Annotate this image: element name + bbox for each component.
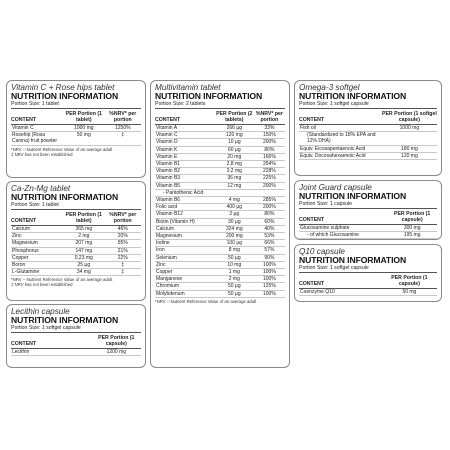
table-row [155,218,285,225]
nutrient-value: 195 mg [387,232,437,239]
nutrient-value: 207 mg [63,240,105,247]
table-row [299,125,437,132]
portion-size: Portion Size: 1 tablet [11,101,141,109]
nutrient-name: Magnesium [155,233,215,240]
nutrient-value: 21% [105,247,141,254]
nutrient-name: Lecithin [11,349,92,356]
nutrient-name: Calcium [11,226,63,233]
nutrient-value: 1200 mg [92,349,141,356]
nutrient-value: 1250% [105,125,141,132]
table-row [155,240,285,247]
nutrient-value: 100% [254,290,285,297]
nutrient-value: 33% [254,125,285,132]
nutrient-value: 66% [254,240,285,247]
joint-guard-panel [294,180,442,240]
nutrient-name: Vitamin D [155,139,215,146]
table-row [299,289,437,296]
nutrient-name: Folic acid [155,204,215,211]
nutrient-name: Vitamin K [155,146,215,153]
table-row [299,152,437,159]
table-row [11,125,141,132]
nutrient-name: Vitamin B1 [155,161,215,168]
nutrient-name: Copper [155,269,215,276]
column-header: %NRV* per portion [105,110,141,125]
table-header-row [155,110,285,125]
table-row [299,132,437,145]
nutrient-value: 100% [254,269,285,276]
nutrient-value: 90% [254,254,285,261]
nutrient-value: 30 µg [215,218,254,225]
panel-heading: NUTRITION INFORMATION [11,91,119,101]
column-header: CONTENT [299,274,382,289]
nutrient-value: 22% [105,254,141,261]
nutrient-value: 10 µg [215,139,254,146]
table-row [155,261,285,268]
table-row [11,226,141,233]
nutrient-name: L-Glutamine [11,269,63,276]
panel-title: Vitamin C + Rose hips tablet [11,83,115,92]
nutrient-name: Vitamin B5 [155,182,215,189]
nutrient-value: 1000 mg [382,125,437,132]
column-header: PER Portion (1 softgel capsule) [382,111,437,123]
nutrient-name: Selenium [155,254,215,261]
table-row [11,247,141,254]
nutrient-value: 34 mg [63,269,105,276]
table-row [299,232,437,239]
nutrient-value: 20% [105,233,141,240]
nutrient-name: Vitamin B6 [155,197,215,204]
nutrient-value: 55% [105,240,141,247]
nutrient-name: (Standardized to 18% EPA and 12% DHA) [299,132,382,145]
nutrient-value: 46% [105,226,141,233]
nutrient-value: 254% [254,161,285,168]
footnotes [155,299,285,304]
nutrition-table [299,274,437,296]
table-header-row [11,334,141,349]
footnotes [11,277,141,287]
nutrition-table [11,110,141,146]
nutrient-value: 266 µg [215,125,254,132]
table-header-row [11,110,141,125]
panel-heading: NUTRITION INFORMATION [299,255,407,265]
panel-heading: NUTRITION INFORMATION [155,91,263,101]
nutrient-name: Vitamin C [11,125,63,132]
nutrient-value: 50 mg [63,132,105,145]
vitamin-c-panel [6,80,146,178]
footnote-line: ‡ NRV has not been established [11,282,73,288]
nutrient-name: Chromium [155,283,215,290]
nutrient-value: 166% [254,153,285,160]
table-row [155,204,285,211]
panel-title: Joint Guard capsule [299,183,372,192]
nutrient-name: Vitamin B2 [155,168,215,175]
nutrient-value: 2 µg [215,211,254,218]
table-row [299,145,437,152]
nutrient-value: 285% [254,197,285,204]
nutrient-name: Molybdenum [155,290,215,297]
table-row [155,125,285,132]
column-header: %NRV* per portion [105,211,141,226]
panel-title: Omega-3 softgel [299,83,360,92]
table-row [155,189,285,196]
nutrient-name: Biotin (Vitamin H) [155,218,215,225]
table-row [11,132,141,145]
nutrient-name: Calcium [155,225,215,232]
table-row [155,139,285,146]
nutrient-value: 1 mg [215,269,254,276]
column-header: CONTENT [299,210,387,225]
ca-zn-mg-panel [6,181,146,301]
nutrient-value: 60% [254,218,285,225]
portion-size: Portion Size: 1 tablet [11,202,141,210]
column-header: PER Portion (1 capsule) [387,210,437,225]
lecithin-panel [6,304,146,368]
table-row [299,225,437,232]
nutrient-value: 180 mg [382,145,437,152]
nutrition-table [155,110,285,298]
table-row [155,211,285,218]
table-header-row [299,274,437,289]
nutrient-value: 20 mg [215,153,254,160]
nutrient-name: Equiv. Docosahexaenoic Acid [299,152,382,159]
column-header: CONTENT [11,334,92,349]
nutrient-value: 36 mg [215,175,254,182]
nutrient-value: ‡ [105,269,141,276]
nutrient-value: 120 mg [382,152,437,159]
column-header: %NRV* per portion [254,110,285,125]
nutrition-table [299,110,437,160]
table-row [11,262,141,269]
table-row [155,269,285,276]
nutrient-value: 200% [254,182,285,189]
footnote-line: *NRV – Nutrient Reference Value of an average adult [155,298,257,304]
column-header: CONTENT [155,110,215,125]
nutrient-value [382,132,437,145]
table-row [155,168,285,175]
table-header-row [299,210,437,225]
nutrient-value: 57% [254,247,285,254]
column-header: CONTENT [11,110,63,125]
nutrient-value: 50 mg [382,289,437,296]
nutrient-value: 400 µg [215,204,254,211]
omega-3-panel [294,80,442,176]
nutrient-name: Iron [155,247,215,254]
nutrient-value [254,189,285,196]
panel-title: Multivitamin tablet [155,83,221,92]
nutrient-value: 50 µg [215,254,254,261]
table-row [11,254,141,261]
nutrient-value: 1000 mg [63,125,105,132]
nutrient-name: Zinc [155,261,215,268]
nutrient-name [299,239,387,240]
nutrition-table [11,334,141,356]
nutrient-name: Glucosamine sulphate [299,225,387,232]
nutrient-name: Iodine [155,240,215,247]
nutrient-value: 225% [254,175,285,182]
nutrient-value: 3,2 mg [215,168,254,175]
nutrient-value: 300 mg [387,225,437,232]
table-header-row [11,211,141,226]
portion-size: Portion Size: 1 capsule [299,201,437,209]
nutrient-value: 2 mg [63,233,105,240]
table-row [299,239,437,240]
nutrient-value: 228% [254,168,285,175]
footnote-line: *NRV – Nutrient Reference Value of an average adult [11,277,113,283]
column-header: CONTENT [299,110,382,125]
table-row [155,132,285,139]
table-row [155,283,285,290]
column-header: PER Portion (1 tablet) [63,110,105,125]
nutrient-value: 80% [254,146,285,153]
table-row [155,254,285,261]
nutrient-value: 120 mg [215,132,254,139]
nutrient-value: 0,23 mg [63,254,105,261]
column-header: CONTENT [11,211,63,226]
nutrient-name: Vitamin B12 [155,211,215,218]
nutrient-value: 200 mg [215,233,254,240]
table-row [155,146,285,153]
table-row [11,269,141,276]
nutrient-name: Vitamin C [155,132,215,139]
nutrient-value: 8 mg [215,247,254,254]
table-row [155,225,285,232]
table-row [155,276,285,283]
panel-title: Q10 capsule [299,247,345,256]
table-row [155,153,285,160]
column-header: PER Portion (2 tablets) [216,111,253,123]
table-row [155,182,285,189]
table-row [155,233,285,240]
portion-size: Portion Size: 1 softgel capsule [299,265,437,273]
portion-size: Portion Size: 1 softgel capsule [299,101,437,109]
footnote-line: *NRV – Nutrient Reference Value of an average adult [11,146,113,152]
nutrient-value: 147 mg [63,247,105,254]
nutrient-value: 50 µg [215,290,254,297]
nutrient-value: 2 mg [215,276,254,283]
nutrient-name: Magnesium [11,240,63,247]
table-row [155,197,285,204]
nutrient-value: 200% [254,139,285,146]
nutrition-table [299,210,437,240]
footnotes [11,147,141,157]
nutrient-value: 50 µg [215,283,254,290]
nutrient-value [387,239,437,240]
nutrient-name: Vitamin E [155,153,215,160]
nutrient-value: 125% [254,283,285,290]
footnote-line: ‡ NRV has not been established [11,151,73,157]
nutrient-name: Vitamin B3 [155,175,215,182]
panel-title: Lecithin capsule [11,307,70,316]
nutrient-name: Copper [11,254,63,261]
nutrient-name: Equiv. Eicosapentaenoic Acid [299,145,382,152]
nutrient-name: Boron [11,262,63,269]
portion-size: Portion Size: 1 softgel capsule [11,325,141,333]
nutrient-value: 100% [254,261,285,268]
nutrient-value: 4 mg [215,197,254,204]
table-row [155,161,285,168]
column-header: PER Portion (1 tablet) [63,211,105,226]
panel-heading: NUTRITION INFORMATION [299,191,407,201]
panel-heading: NUTRITION INFORMATION [11,315,119,325]
nutrient-value: 324 mg [215,225,254,232]
nutrient-name: Manganese [155,276,215,283]
table-header-row [299,110,437,125]
nutrient-value: 40% [254,225,285,232]
nutrient-value: 200% [254,204,285,211]
nutrient-name: Coenzyme Q10 [299,289,382,296]
table-row [155,247,285,254]
panel-title: Ca-Zn-Mg tablet [11,184,71,193]
panel-heading: NUTRITION INFORMATION [299,91,407,101]
nutrient-value: ‡ [105,262,141,269]
panel-heading: NUTRITION INFORMATION [11,192,119,202]
nutrient-name: - of which Glucosamine [299,232,387,239]
nutrient-value: 10 mg [215,261,254,268]
nutrient-value: 25 µg [63,262,105,269]
nutrient-value: 365 mg [63,226,105,233]
nutrient-name: Rosehip (Rosa Canina) fruit powder [11,132,63,145]
nutrient-value: 100% [254,276,285,283]
table-row [155,175,285,182]
portion-size: Portion Size: 2 tablets [155,101,285,109]
multivitamin-panel [150,80,290,368]
table-row [11,349,141,356]
nutrient-name: Phosphorus [11,247,63,254]
nutrient-name: Zinc [11,233,63,240]
nutrient-value: 100 µg [215,240,254,247]
table-row [11,240,141,247]
nutrient-value: 60 µg [215,146,254,153]
nutrient-value: 53% [254,233,285,240]
q10-panel [294,244,442,302]
nutrient-name: - Pantothenic Acid [155,189,215,196]
nutrient-name: Fish oil [299,125,382,132]
nutrition-table [11,211,141,276]
column-header: PER Portion (1 capsule) [382,274,437,289]
nutrient-value: ‡ [105,132,141,145]
nutrient-value: 12 mg [215,182,254,189]
nutrient-value: 2,8 mg [215,161,254,168]
table-row [155,290,285,297]
column-header: PER Portion (1 capsule) [92,334,141,349]
nutrient-value: 80% [254,211,285,218]
nutrient-value [215,189,254,196]
table-row [11,233,141,240]
nutrient-name: Vitamin A [155,125,215,132]
nutrient-value: 150% [254,132,285,139]
